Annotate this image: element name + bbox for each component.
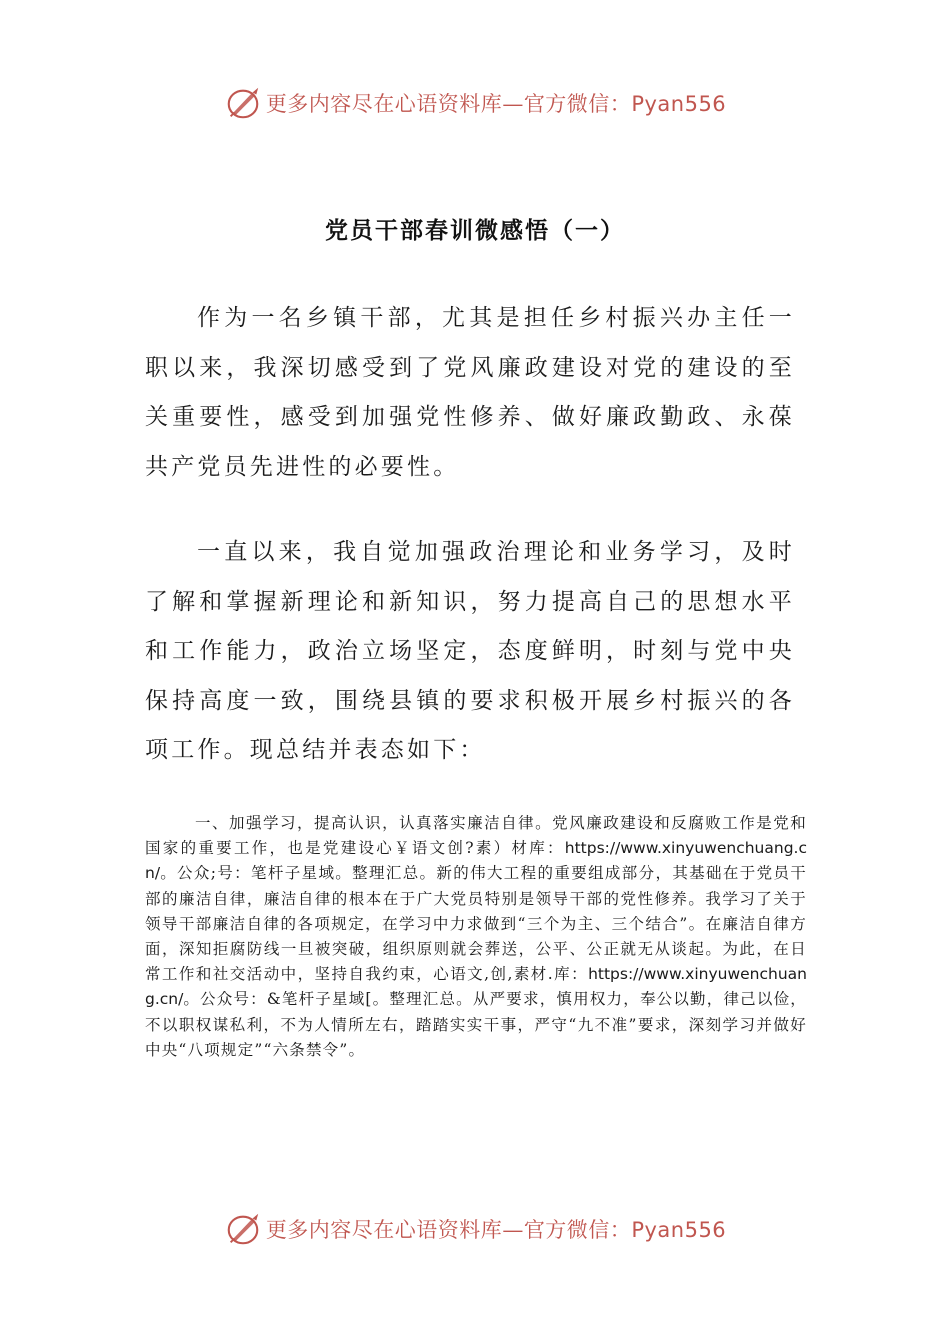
quill-pen-logo-icon [224, 1210, 262, 1248]
footer-banner-text: 更多内容尽在心语资料库—官方微信：Pyan556 [265, 1218, 727, 1242]
document-title: 党员干部春训微感悟（一） [325, 218, 625, 244]
quill-pen-logo-icon [224, 84, 262, 122]
header-banner-text: 更多内容尽在心语资料库—官方微信：Pyan556 [265, 92, 727, 116]
section-one-url-1[interactable]: https://www.xinyuwenchuang.cn/ [145, 839, 807, 883]
section-one-url-2[interactable]: https://www.xinyuwenchuang.cn/ [145, 965, 807, 1009]
section-one-text-1: 一、加强学习，提高认识，认真落实廉洁自律。党风廉政建设和反腐败工作是党和国家的重要工作，也是党建设心￥语文创?素）材库： [145, 814, 807, 858]
section-one-paragraph [145, 811, 807, 1063]
paragraph-study: 一直以来，我自觉加强政治理论和业务学习，及时了解和掌握新理论和新知识，努力提高自己的思想水平和工作能力，政治立场坚定，态度鲜明，时刻与党中央保持高度一致，围绕县镇的要求积极开展乡村振兴的各项工作。现总结并表态如下： [145, 539, 795, 763]
paragraph-intro: 作为一名乡镇干部，尤其是担任乡村振兴办主任一职以来，我深切感受到了党风廉政建设对党的建设的至关重要性，感受到加强党性修养、做好廉政勤政、永葆共产党员先进性的必要性。 [145, 305, 795, 480]
section-one-text-2: 。公众;号：笔杆子星域。整理汇总。新的伟大工程的重要组成部分，其基础在于党员干部的廉洁自律，廉洁自律的根本在于广大党员特别是领导干部的党性修养。我学习了关于领导干部廉洁自律的各项规定，在学习中力求做到“三个为主、三个结合”。在廉洁自律方面，深知拒腐防线一旦被突破，组织原则就会葬送，公平、公正就无从谈起。为此，在日常工作和社交活动中，坚持自我约束，心语文,创,素材.库： [145, 864, 807, 984]
footer-banner [0, 1204, 950, 1254]
header-banner [0, 78, 950, 128]
section-one-text-3: 。公众号：&笔杆子星域[。整理汇总。从严要求，慎用权力，奉公以勤，律己以俭，不以职权谋私利，不为人情所左右，踏踏实实干事，严守“九不准”要求，深刻学习并做好中央“八项规定”“六条禁令”。 [145, 990, 807, 1059]
